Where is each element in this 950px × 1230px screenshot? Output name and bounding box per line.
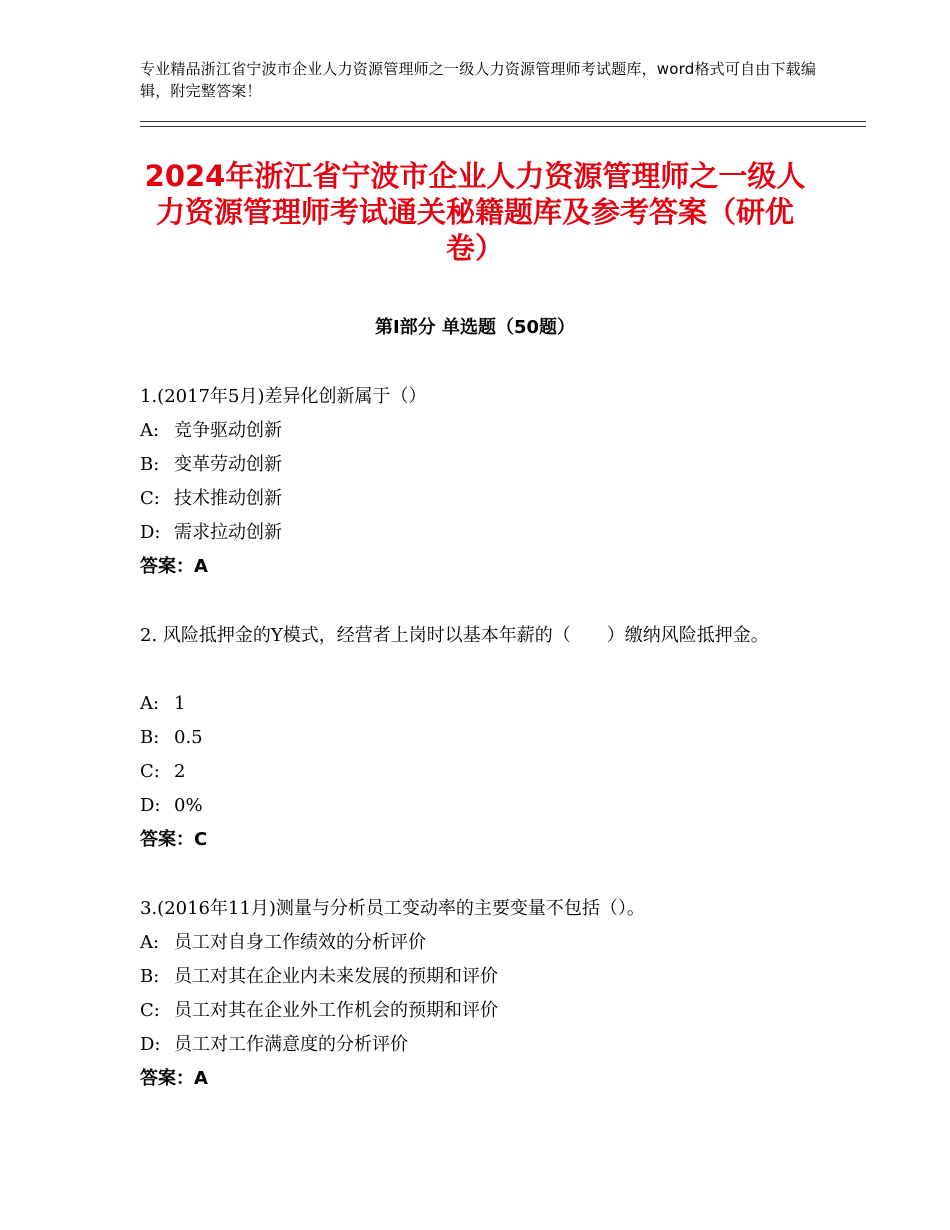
question-3-option-c <box>140 994 800 1028</box>
option-text: 技术推动创新 <box>174 488 282 509</box>
option-text: 0.5 <box>174 727 203 748</box>
header-divider <box>140 121 866 127</box>
option-text: 员工对其在企业内未来发展的预期和评价 <box>174 966 498 987</box>
option-letter: B: <box>140 966 160 987</box>
question-1-option-c <box>140 482 800 516</box>
question-3-option-b <box>140 960 800 994</box>
option-text: 需求拉动创新 <box>174 522 282 543</box>
question-2-option-c <box>140 755 800 789</box>
question-2-option-b <box>140 721 800 755</box>
question-1-answer: 答案：A <box>140 556 208 577</box>
question-3-option-d <box>140 1028 800 1062</box>
question-1-option-a <box>140 414 800 448</box>
option-text: 员工对工作满意度的分析评价 <box>174 1034 408 1055</box>
option-letter: C: <box>140 488 160 509</box>
question-1-option-b <box>140 448 800 482</box>
option-text: 2 <box>174 761 186 782</box>
question-2-answer: 答案：C <box>140 829 208 850</box>
question-3-option-a <box>140 926 800 960</box>
option-letter: D: <box>140 522 161 543</box>
option-text: 员工对自身工作绩效的分析评价 <box>174 932 426 953</box>
option-text: 变革劳动创新 <box>174 454 282 475</box>
question-2-stem: 2. 风险抵押金的Y模式，经营者上岗时以基本年薪的（ ）缴纳风险抵押金。 <box>140 625 769 646</box>
question-1-option-d <box>140 516 800 550</box>
option-text: 1 <box>174 693 186 714</box>
option-text: 0% <box>174 795 203 816</box>
header-note: 专业精品浙江省宁波市企业人力资源管理师之一级人力资源管理师考试题库，word格式可自由下载编辑，附完整答案！ <box>140 60 817 100</box>
option-text: 竞争驱动创新 <box>174 420 282 441</box>
document-title: 2024年浙江省宁波市企业人力资源管理师之一级人力资源管理师考试通关秘籍题库及参考答案（研优卷） <box>144 159 806 265</box>
option-letter: A: <box>140 693 160 714</box>
option-letter: A: <box>140 932 160 953</box>
option-text: 员工对其在企业外工作机会的预期和评价 <box>174 1000 498 1021</box>
question-3-stem: 3.(2016年11月)测量与分析员工变动率的主要变量不包括（）。 <box>140 898 645 919</box>
option-letter: A: <box>140 420 160 441</box>
option-letter: B: <box>140 454 160 475</box>
question-3-answer: 答案：A <box>140 1068 208 1089</box>
question-1-stem: 1.(2017年5月)差异化创新属于（） <box>140 386 427 407</box>
option-letter: D: <box>140 795 161 816</box>
question-2-option-d <box>140 789 800 823</box>
option-letter: B: <box>140 727 160 748</box>
option-letter: D: <box>140 1034 161 1055</box>
option-letter: C: <box>140 1000 160 1021</box>
option-letter: C: <box>140 761 160 782</box>
section-title: 第Ⅰ部分 单选题（50题） <box>374 317 575 338</box>
question-2-option-a <box>140 687 800 721</box>
